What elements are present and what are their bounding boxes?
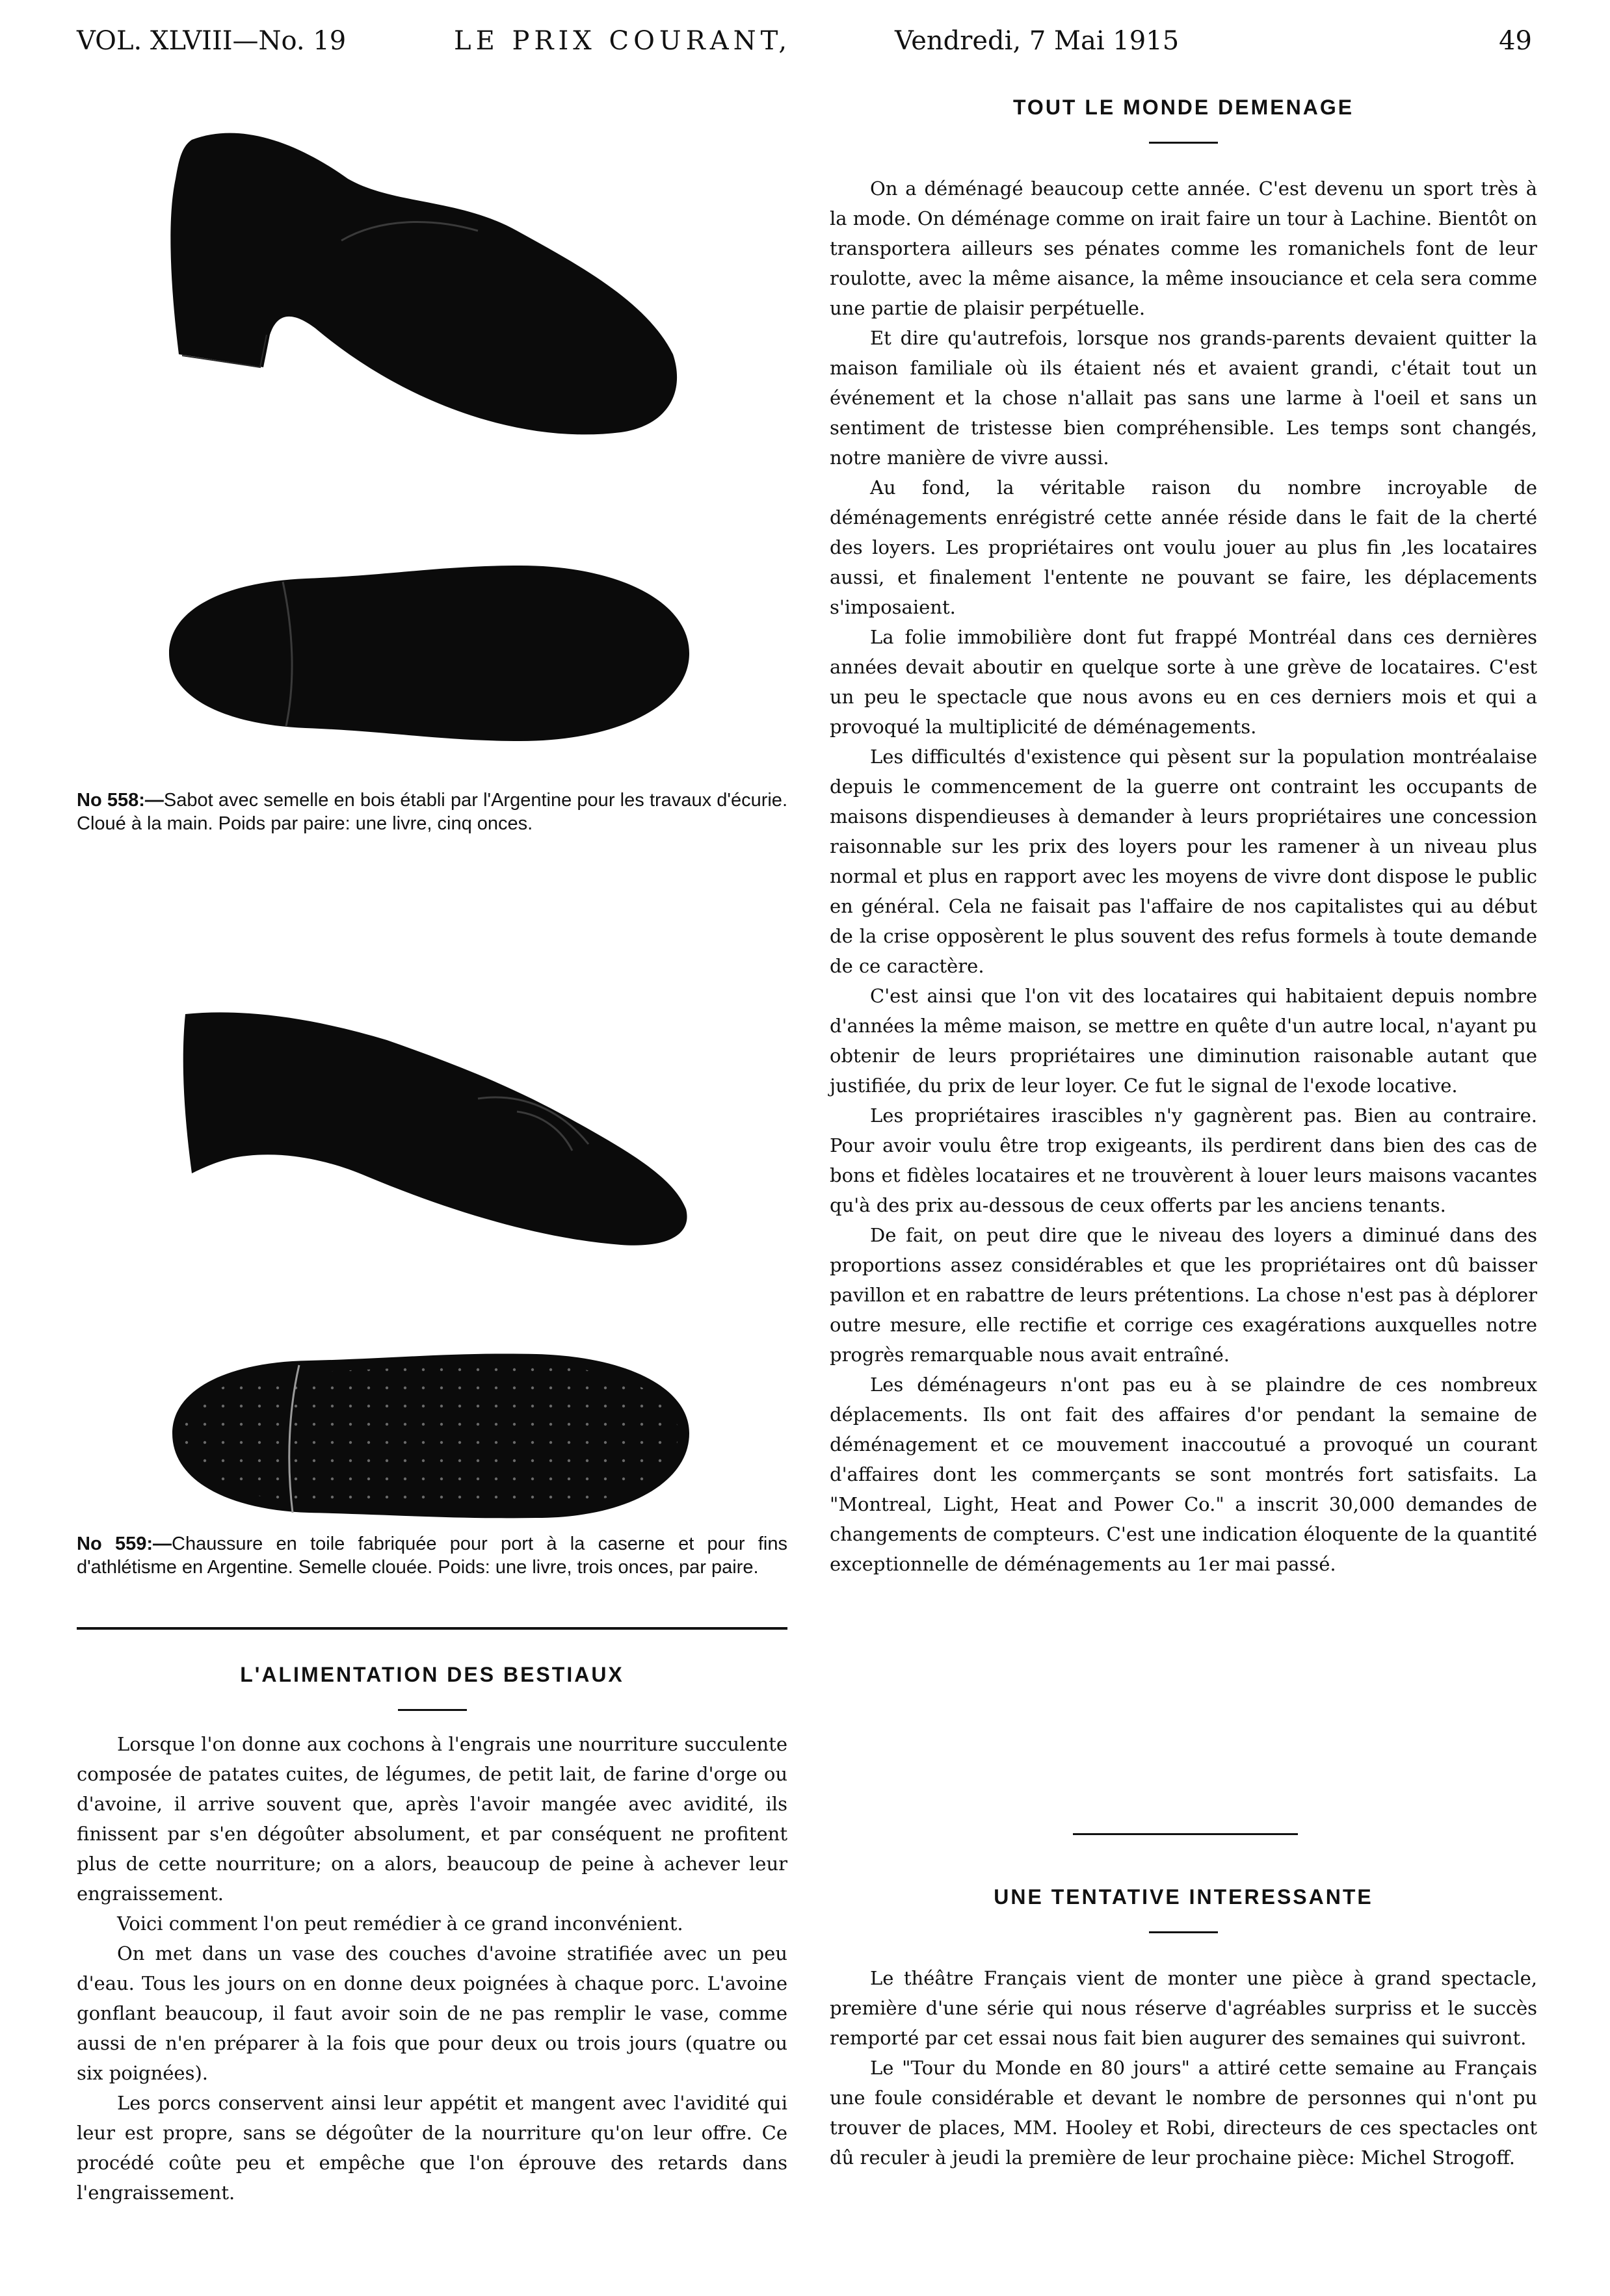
canvas-shoe-side-image — [172, 1001, 693, 1287]
tentative-paragraph: Le théâtre Français vient de monter une pièce à grand spectacle, première d'une série qui nous réserve d'agréables surpriss et le succès remporté par cet essai nous fait bien augurer des semaines qui suivront. — [830, 1967, 1537, 2049]
caption-559 — [77, 1532, 787, 1579]
demenage-paragraph: De fait, on peut dire que le niveau des loyers a diminué dans des proportions assez considérables et que les propriétaires ont dû baisser pavillon et en rabattre de leurs prétentions. La chose n'est pas à déplorer outre mesure, elle rectifie et corrige ces exagérations auxquelles notre progrès remarquable nous avait entraîné. — [830, 1224, 1537, 1366]
section-separator — [1073, 1833, 1298, 1835]
sabot-shoe-side-image — [153, 120, 686, 484]
alimentation-paragraph: Lorsque l'on donne aux cochons à l'engrais une nourriture succulente composée de patates cuites, de légumes, de petit lait, de farine d'orge ou d'avoine, il arrive souvent que, après l'avoir mangée avec avidité, ils finissent par s'en dégoûter absolument, et par conséquent ne profitent plus de cette nourriture; on a alors, beaucoup de peine à achever leur engraissement. — [77, 1733, 787, 1905]
caption-558-number: No 558:— — [77, 790, 164, 811]
article-alimentation-title: L'ALIMENTATION DES BESTIAUX — [240, 1663, 624, 1686]
article-tentative-title: UNE TENTATIVE INTERESSANTE — [994, 1885, 1373, 1909]
demenage-paragraph: On a déménagé beaucoup cette année. C'est devenu un sport très à la mode. On déménage comme on irait faire un tour à Lachine. Bientôt on transportera ailleurs ses pénates comme les romanichels font de leur roulotte, avec la même aisance, la même insouciance et cela sera comme une partie de plaisir perpétuelle. — [830, 177, 1537, 319]
demenage-paragraph: Et dire qu'autrefois, lorsque nos grands-parents devaient quitter la maison familiale où ils étaient nés et avaient grandi, c'était tout un événement et la chose n'allait pas sans une larme à l'oeil et sans un sentiment de tristesse bien compréhensible. Les temps sont changés, notre manière de vivre aussi. — [830, 327, 1537, 469]
article-alimentation — [77, 1663, 787, 2208]
alimentation-paragraph: Voici comment l'on peut remédier à ce grand inconvénient. — [117, 1912, 683, 1935]
volume-number: VOL. XLVIII—No. 19 — [77, 26, 347, 56]
article-demenage-title: TOUT LE MONDE DEMENAGE — [1012, 96, 1354, 119]
caption-558-text: Sabot avec semelle en bois établi par l'Argentine pour les travaux d'écurie. Cloué à la main. Poids par paire: une livre, cinq onces. — [77, 790, 787, 834]
demenage-paragraph: Les propriétaires irascibles n'y gagnèrent pas. Bien au contraire. Pour avoir voulu être trop exigeants, ils perdirent dans bien des cas de bons et fidèles locataires et ne trouvèrent à louer leurs maisons vacantes qu'à des prix au-dessous de ceux offerts par les anciens tenants. — [830, 1104, 1537, 1216]
caption-559-text: Chaussure en toile fabriquée pour port à la caserne et pour fins d'athlétisme en Argentine. Semelle clouée. Poids: une livre, trois onces, par paire. — [77, 1533, 788, 1578]
demenage-paragraph: Les déménageurs n'ont pas eu à se plaindre de ces nombreux déplacements. Ils ont fait des affaires d'or pendant la semaine de déménagement et ce mouvement inaccoutué a provoqué un courant d'affaires dont les commerçants se sont montrés fort satisfaits. La "Montreal, Light, Heat and Power Co." a inscrit 30,000 demandes de changements de compteurs. C'est une indication éloquente de la quantité exceptionnelle de déménagements au 1er mai passé. — [830, 1374, 1537, 1575]
demenage-paragraph: C'est ainsi que l'on vit des locataires qui habitaient depuis nombre d'années la même maison, se mettre en quête d'un autre local, n'ayant pu obtenir de leurs propriétaires une diminution raisonable autant que justifiée, du prix de leur loyer. Ce fut le signal de l'exode locative. — [830, 985, 1537, 1097]
title-rule — [1149, 1931, 1218, 1933]
title-rule — [398, 1709, 467, 1711]
canvas-sole-image — [159, 1342, 699, 1531]
caption-559-number: No 559:— — [77, 1533, 172, 1554]
demenage-paragraph: La folie immobilière dont fut frappé Montréal dans ces dernières années devait aboutir en quelque sorte à une grève de locataires. C'est un peu le spectacle que nous avons eu en ces derniers mois et qui a provoqué la multiplicité de déménagements. — [830, 626, 1537, 738]
alimentation-paragraph: On met dans un vase des couches d'avoine stratifiée avec un peu d'eau. Tous les jours on en donne deux poignées à chaque porc. L'avoine gonflant beaucoup, il faut avoir soin de ne pas remplir le vase, comme aussi de n'en préparer à la fois que pour deux ou trois jours (quatre ou six poignées). — [77, 1942, 787, 2084]
article-demenage — [830, 96, 1537, 1579]
sabot-sole-image — [156, 556, 702, 751]
alimentation-paragraph: Les porcs conservent ainsi leur appétit et mangent avec l'avidité qui leur est propre, sans se dégoûter de la nourriture qu'on leur offre. Ce procédé coûte peu et empêche que l'on éprouve des retards dans l'engraissement. — [77, 2092, 787, 2204]
column-divider — [77, 1627, 787, 1630]
tentative-paragraph: Le "Tour du Monde en 80 jours" a attiré cette semaine au Français une foule considérable et devant le nombre de personnes qui n'ont pu trouver de places, MM. Hooley et Robi, directeurs de ces spectacles ont dû reculer à jeudi la première de leur prochaine pièce: Michel Strogoff. — [830, 2057, 1537, 2169]
title-rule — [1149, 142, 1218, 144]
page-number: 49 — [1499, 26, 1532, 56]
page-header — [77, 26, 1532, 72]
issue-date: Vendredi, 7 Mai 1915 — [895, 26, 1180, 56]
article-tentative — [830, 1885, 1537, 2172]
publication-title: LE PRIX COURANT, — [454, 26, 792, 56]
demenage-paragraph: Au fond, la véritable raison du nombre incroyable de déménagements enrégistré cette année réside dans le fait de la cherté des loyers. Les propriétaires ont voulu jouer au plus fin ,les locataires aussi, et finalement l'entente ne pouvant se faire, les déplacements s'imposaient. — [830, 476, 1537, 618]
caption-558 — [77, 789, 787, 835]
demenage-paragraph: Les difficultés d'existence qui pèsent sur la population montréalaise depuis le commencement de la guerre ont contraint les occupants de maisons dispendieuses à demander à leurs propriétaires une concession raisonnable sur les prix des loyers pour les ramener à un niveau plus normal et plus en rapport avec les moyens de vivre dont dispose le public en général. Cela ne faisait pas l'affaire de nos capitalistes qui au début de la crise opposèrent le plus souvent des refus formels à toute demande de ce caractère. — [830, 746, 1537, 977]
